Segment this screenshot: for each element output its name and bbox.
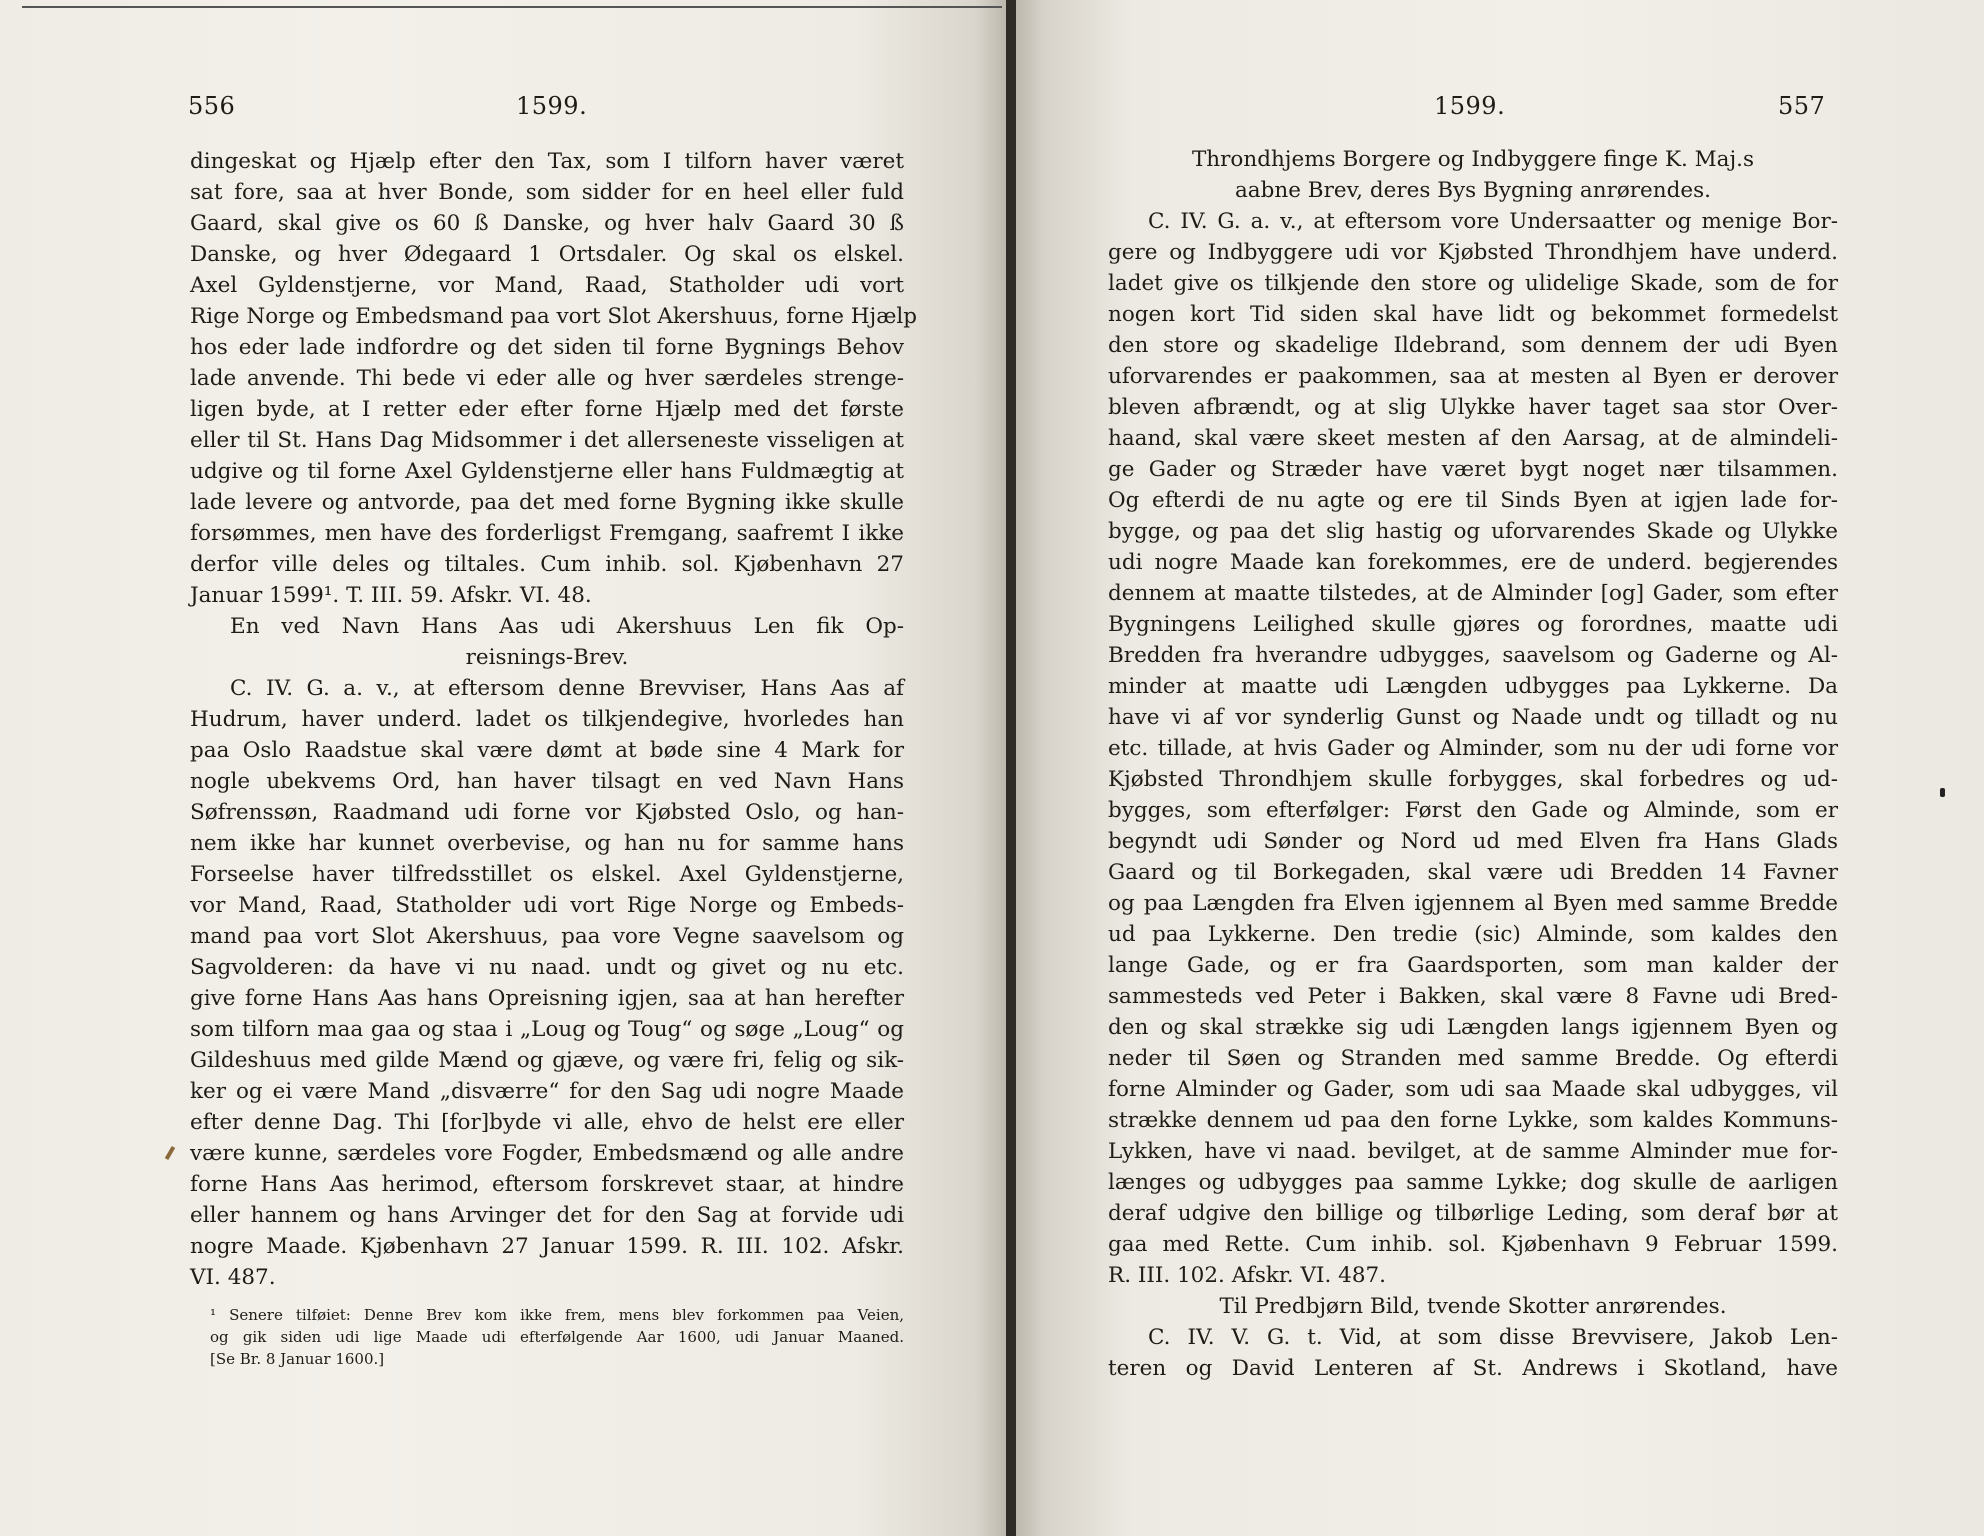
text-line: gaa med Rette. Cum inhib. sol. Kjøbenhavn 9 Februar 1599.: [1108, 1232, 1838, 1257]
text-line: uforvarendes er paakommen, saa at mesten al Byen er derover: [1108, 364, 1838, 389]
text-line: Bygningens Leilighed skulle gjøres og forordnes, maatte udi: [1108, 612, 1838, 637]
text-line: ud paa Lykkerne. Den tredie (sic) Alminde, som kaldes den: [1108, 922, 1838, 947]
text-line: bygge, og paa det slig hastig og uforvarendes Skade og Ulykke: [1108, 519, 1838, 544]
text-line: dingeskat og Hjælp efter den Tax, som I tilforn haver været: [190, 149, 904, 174]
text-line: deraf udgive den billige og tilbørlige Leding, som deraf bør at: [1108, 1201, 1838, 1226]
text-line: længes og udbygges paa samme Lykke; dog skulle de aarligen: [1108, 1170, 1838, 1195]
text-line: den store og skadelige Ildebrand, som dennem der udi Byen: [1108, 333, 1838, 358]
text-line: ladet give os tilkjende den store og ulidelige Skade, som de for: [1108, 271, 1838, 296]
text-line: neder til Søen og Stranden med samme Bredde. Og efterdi: [1108, 1046, 1838, 1071]
ink-dot: [1940, 788, 1945, 797]
text-line: nogen kort Tid siden skal have lidt og bekommet formedelst: [1108, 302, 1838, 327]
section-heading: aabne Brev, deres Bys Bygning anrørendes.: [1234, 178, 1711, 203]
text-line: give forne Hans Aas hans Opreisning igjen, saa at han herefter: [190, 986, 904, 1011]
section-heading: reisnings-Brev.: [465, 645, 629, 670]
text-line: ligen byde, at I retter eder efter forne Hjælp med det første: [190, 397, 904, 422]
footnote-line: [Se Br. 8 Januar 1600.]: [210, 1350, 385, 1368]
text-line: sat fore, saa at hver Bonde, som sidder for en heel eller fuld: [190, 180, 904, 205]
text-line: C. IV. G. a. v., at eftersom vore Undersaatter og menige Bor-: [1148, 209, 1838, 234]
text-line: Gildeshuus med gilde Mænd og gjæve, og være fri, felig og sik-: [190, 1048, 904, 1073]
text-line: strække dennem ud paa den forne Lykke, som kaldes Kommuns-: [1108, 1108, 1838, 1133]
text-line: Lykken, have vi naad. bevilget, at de samme Alminder mue for-: [1108, 1139, 1838, 1164]
text-line: paa Oslo Raadstue skal være dømt at bøde sine 4 Mark for: [190, 738, 904, 763]
text-line: Kjøbsted Throndhjem skulle forbygges, skal forbedres og ud-: [1108, 767, 1838, 792]
text-line: Hudrum, haver underd. ladet os tilkjendegive, hvorledes han: [190, 707, 904, 732]
text-line: lade levere og antvorde, paa det med forne Bygning ikke skulle: [190, 490, 904, 515]
text-line: forne Hans Aas herimod, eftersom forskrevet staar, at hindre: [190, 1172, 904, 1197]
text-line: Sagvolderen: da have vi nu naad. undt og givet og nu etc.: [190, 955, 904, 980]
text-line: forsømmes, men have des forderligst Fremgang, saafremt I ikke: [190, 521, 904, 546]
text-line: Forseelse haver tilfredsstillet os elskel. Axel Gyldenstjerne,: [190, 862, 904, 887]
text-line: Axel Gyldenstjerne, vor Mand, Raad, Statholder udi vort: [190, 273, 904, 298]
text-line: teren og David Lenteren af St. Andrews i Skotland, have: [1108, 1356, 1838, 1381]
right-body-text: [1108, 144, 1838, 1384]
right-page: [1016, 0, 1984, 1536]
text-line: ge Gader og Stræder have været bygt noget nær tilsammen.: [1108, 457, 1838, 482]
text-line: nogle ubekvems Ord, han haver tilsagt en ved Navn Hans: [190, 769, 904, 794]
text-line: Og efterdi de nu agte og ere til Sinds Byen at igjen lade for-: [1108, 488, 1838, 513]
text-line: etc. tillade, at hvis Gader og Alminder, som nu der udi forne vor: [1108, 736, 1838, 761]
text-line: bleven afbrændt, og at slig Ulykke haver taget saa stor Over-: [1108, 395, 1838, 420]
footnote-line: ¹ Senere tilføiet: Denne Brev kom ikke frem, mens blev forkommen paa Veien,: [210, 1306, 904, 1324]
text-line: VI. 487.: [190, 1265, 276, 1290]
text-line: hos eder lade indfordre og det siden til forne Bygnings Behov: [190, 335, 904, 360]
text-line: den og skal strække sig udi Længden langs igjennem Byen og: [1108, 1015, 1838, 1040]
text-line: mand paa vort Slot Akershuus, paa vore Vegne saavelsom og: [190, 924, 904, 949]
text-line: sammesteds ved Peter i Bakken, skal være 8 Favne udi Bred-: [1108, 984, 1838, 1009]
text-line: Januar 1599¹. T. III. 59. Afskr. VI. 48.: [190, 583, 592, 608]
text-line: lange Gade, og er fra Gaardsporten, som man kalder der: [1108, 953, 1838, 978]
text-line: Rige Norge og Embedsmand paa vort Slot Akershuus, forne Hjælp: [190, 304, 918, 329]
text-line: og paa Længden fra Elven igjennem al Byen med samme Bredde: [1108, 891, 1838, 916]
text-line: dennem at maatte tilstedes, at de Alminder [og] Gader, som efter: [1108, 581, 1838, 606]
pencil-mark: [165, 1146, 175, 1160]
text-line: derfor ville deles og tiltales. Cum inhib. sol. Kjøbenhavn 27: [190, 552, 904, 577]
text-line: R. III. 102. Afskr. VI. 487.: [1108, 1263, 1387, 1288]
text-line: udgive og til forne Axel Gyldenstjerne eller hans Fuldmægtig at: [190, 459, 904, 484]
text-line: Gaard og til Borkegaden, skal være udi Bredden 14 Favner: [1108, 860, 1838, 885]
text-line: nogre Maade. Kjøbenhavn 27 Januar 1599. R. III. 102. Afskr.: [190, 1234, 904, 1259]
top-edge-line: [22, 6, 1002, 8]
text-line: have vi af vor synderlig Gunst og Naade undt og tilladt og nu: [1108, 705, 1838, 730]
footnote-line: og gik siden udi lige Maade udi efterfølgende Aar 1600, udi Januar Maaned.: [210, 1328, 904, 1346]
running-head-year: 1599.: [1434, 92, 1506, 120]
text-line: som tilforn maa gaa og staa i „Loug og Toug“ og søge „Loug“ og: [190, 1017, 904, 1042]
section-heading: Throndhjems Borgere og Indbyggere finge K. Maj.s: [1191, 147, 1755, 172]
text-line: forne Alminder og Gader, som udi saa Maade skal udbygges, vil: [1108, 1077, 1838, 1102]
left-body-text: [190, 146, 918, 1293]
page-number: 557: [1778, 92, 1826, 120]
text-line: efter denne Dag. Thi [for]byde vi alle, ehvo de helst ere eller: [190, 1110, 904, 1135]
footnote: [210, 1304, 904, 1370]
text-line: udi nogre Maade kan forekommes, ere de underd. begjerendes: [1108, 550, 1838, 575]
text-line: Gaard, skal give os 60 ß Danske, og hver halv Gaard 30 ß: [190, 211, 904, 236]
text-line: begyndt udi Sønder og Nord ud med Elven fra Hans Glads: [1108, 829, 1838, 854]
page-number: 556: [188, 92, 236, 120]
text-line: minder at maatte udi Længden udbygges paa Lykkerne. Da: [1108, 674, 1838, 699]
text-line: gere og Indbyggere udi vor Kjøbsted Throndhjem have underd.: [1108, 240, 1838, 265]
text-line: C. IV. V. G. t. Vid, at som disse Brevvisere, Jakob Len-: [1148, 1325, 1838, 1350]
text-line: nem ikke har kunnet overbevise, og han nu for samme hans: [190, 831, 904, 856]
text-line: vor Mand, Raad, Statholder udi vort Rige Norge og Embeds-: [190, 893, 904, 918]
running-head-year: 1599.: [516, 92, 588, 120]
text-line: Søfrenssøn, Raadmand udi forne vor Kjøbsted Oslo, og han-: [190, 800, 904, 825]
section-heading: En ved Navn Hans Aas udi Akershuus Len fik Op-: [230, 614, 904, 639]
text-line: Bredden fra hverandre udbygges, saavelsom og Gaderne og Al-: [1108, 643, 1838, 668]
text-line: være kunne, særdeles vore Fogder, Embedsmænd og alle andre: [190, 1141, 904, 1166]
text-line: ker og ei være Mand „disværre“ for den Sag udi nogre Maade: [190, 1079, 904, 1104]
text-line: haand, skal være skeet mesten af den Aarsag, at de almindeli-: [1108, 426, 1838, 451]
text-line: C. IV. G. a. v., at eftersom denne Brevviser, Hans Aas af: [230, 676, 904, 701]
text-line: lade anvende. Thi bede vi eder alle og hver særdeles strenge-: [190, 366, 904, 391]
text-line: eller til St. Hans Dag Midsommer i det allerseneste visseligen at: [190, 428, 904, 453]
section-heading: Til Predbjørn Bild, tvende Skotter anrørendes.: [1219, 1294, 1727, 1319]
text-line: bygges, som efterfølger: Først den Gade og Alminde, som er: [1108, 798, 1838, 823]
text-line: Danske, og hver Ødegaard 1 Ortsdaler. Og skal os elskel.: [190, 242, 904, 267]
text-line: eller hannem og hans Arvinger det for den Sag at forvide udi: [190, 1203, 904, 1228]
